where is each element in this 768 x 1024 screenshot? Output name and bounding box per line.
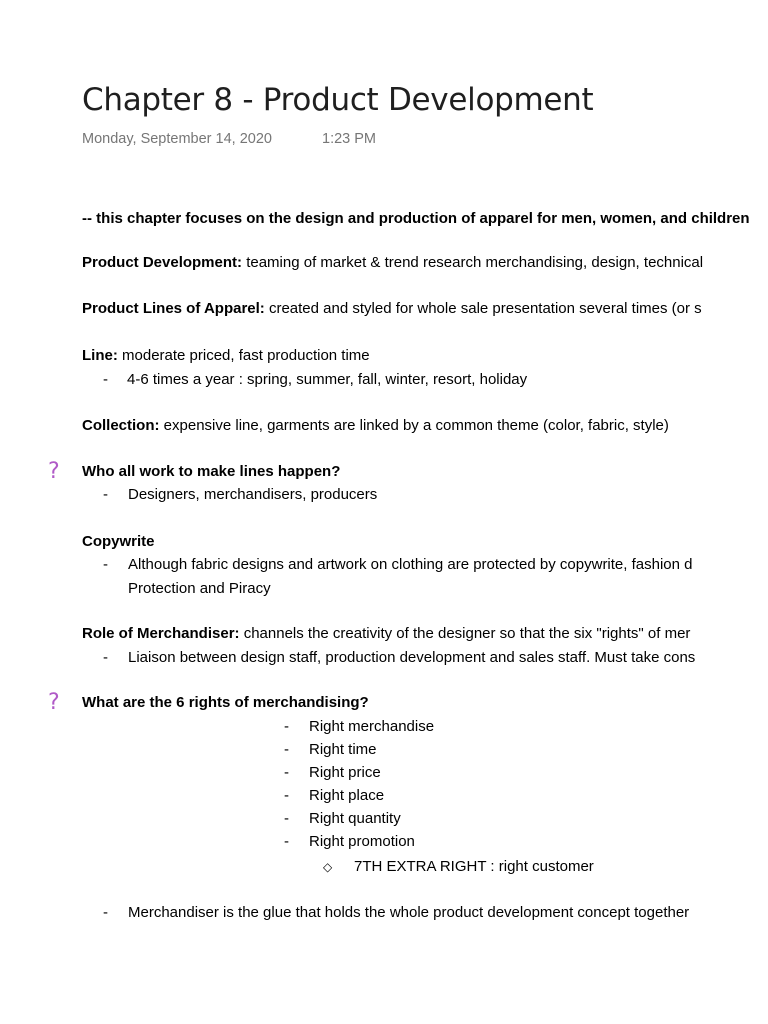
question-tag-icon: ? <box>48 690 60 715</box>
role-term: Role of Merchandiser: <box>82 625 240 642</box>
question-tag-icon: ? <box>48 459 60 484</box>
rights-item: Right quantity <box>309 810 401 827</box>
pla-term: Product Lines of Apparel: <box>82 300 265 317</box>
role-sub: Liaison between design staff, production development and sales staff. Must take cons <box>128 649 696 666</box>
copy-term: Copywrite <box>82 533 155 550</box>
coll-line <box>82 417 669 435</box>
pd-line <box>82 254 703 272</box>
role-sub-dash: - <box>103 649 108 666</box>
rights-item: Right place <box>309 787 385 804</box>
who-sub: Designers, merchandisers, producers <box>128 486 378 503</box>
line-term: Line: <box>82 347 118 364</box>
copy-sub-1: Although fabric designs and artwork on clothing are protected by copywrite, fashion d <box>128 556 693 573</box>
rights-question <box>82 694 369 712</box>
rights-dash: - <box>284 764 289 781</box>
copy-sub-2: Protection and Piracy <box>128 580 271 597</box>
line-sub: 4-6 times a year : spring, summer, fall, winter, resort, holiday <box>127 371 528 388</box>
coll-def: expensive line, garments are linked by a common theme (color, fabric, style) <box>159 417 669 434</box>
line-line <box>82 347 370 365</box>
glue-line: Merchandiser is the glue that holds the whole product development concept together <box>128 904 690 921</box>
rights-dash: - <box>284 718 289 735</box>
extra-right: 7TH EXTRA RIGHT : right customer <box>354 858 594 875</box>
who-question <box>82 463 340 481</box>
copy-line <box>82 533 155 551</box>
page-title: Chapter 8 - Product Development <box>82 82 594 118</box>
pla-def: created and styled for whole sale presentation several times (or s <box>264 300 702 317</box>
intro-text: -- this chapter focuses on the design and production of apparel for men, women, and children <box>82 210 750 227</box>
rights-item: Right time <box>309 741 377 758</box>
intro-line <box>82 210 750 228</box>
rights-item: Right price <box>309 764 381 781</box>
pd-def: teaming of market & trend research merchandising, design, technical <box>242 254 704 271</box>
who-sub-dash: - <box>103 486 108 503</box>
coll-term: Collection: <box>82 417 160 434</box>
page-date: Monday, September 14, 2020 <box>82 131 272 147</box>
line-def: moderate priced, fast production time <box>117 347 370 364</box>
page-time: 1:23 PM <box>322 131 376 147</box>
rights-dash: - <box>284 833 289 850</box>
rights-q-text: What are the 6 rights of merchandising? <box>82 694 369 711</box>
role-line <box>82 625 690 643</box>
role-def: channels the creativity of the designer so that the six "rights" of mer <box>239 625 691 642</box>
rights-dash: - <box>284 787 289 804</box>
rights-dash: - <box>284 741 289 758</box>
diamond-bullet-icon: ◇ <box>323 860 333 874</box>
line-sub-dash: - <box>103 371 108 388</box>
who-q-text: Who all work to make lines happen? <box>82 463 341 480</box>
pd-term: Product Development: <box>82 254 243 271</box>
rights-item: Right merchandise <box>309 718 435 735</box>
copy-sub-dash: - <box>103 556 108 573</box>
glue-dash: - <box>103 904 108 921</box>
rights-dash: - <box>284 810 289 827</box>
rights-item: Right promotion <box>309 833 415 850</box>
pla-line <box>82 300 702 318</box>
